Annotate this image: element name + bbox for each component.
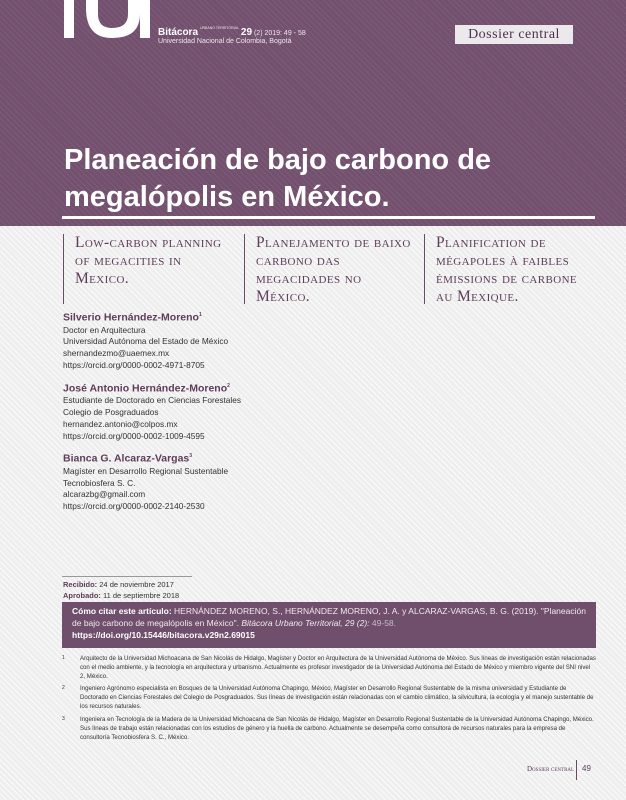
author-degree: Estudiante de Doctorado en Ciencias Forestales xyxy=(63,395,242,406)
author-affiliation: Colegio de Posgraduados xyxy=(63,406,159,417)
author-email[interactable]: alcarazbg@gmail.com xyxy=(63,489,146,500)
author-entry xyxy=(63,450,263,513)
citation-box xyxy=(62,602,596,648)
author-affiliation: Universidad Autónoma del Estado de México xyxy=(63,336,229,347)
section-tab: Dossier central xyxy=(455,25,573,44)
footnote-text: Ingeniera en Tecnología de la Madera de la Universidad Michoacana de San Nicolás de Hidalgo, Magíster en Desarrollo Regional Sustentable de la Universidad Autónoma Chapingo, México. Sus líneas de trabajo están relacionadas con los estudios de género y la huella de carbono. Actualmente se desempeña como consultora de recursos naturales para la empresa de consultoría Tecnobiosfera S. C., México. xyxy=(80,715,594,741)
translated-title-fr xyxy=(424,234,594,306)
journal-label: URBANO TERRITORIAL xyxy=(199,26,239,30)
footnote-text: Ingeniero Agrónomo especialista en Bosques de la Universidad Autónoma Chapingo, México, Magíster en Desarrollo Regional Sustentable de la misma universidad y Estudiante de Doctorado en Ciencias Forestales del Colegio de Posgraduados. Sus líneas de investigación están relacionadas con el cambio climático, la silvicultura, la ecología y el manejo sustentable de los recursos naturales. xyxy=(80,685,594,711)
footnote-number: 2 xyxy=(62,685,65,692)
translation-bar xyxy=(424,234,425,304)
citation-doi[interactable]: https://doi.org/10.15446/bitacora.v29n2.69015 xyxy=(72,629,255,640)
translated-title-text: Planification de mégapoles à faibles émissions de carbone au Mexique. xyxy=(436,234,578,305)
journal-name: Bitácora xyxy=(158,27,199,38)
journal-university: Universidad Nacional de Colombia, Bogotá xyxy=(158,38,292,45)
citation-journal: Bitácora Urbano Territorial, 29 (2): xyxy=(241,617,370,628)
authors-block xyxy=(63,309,263,521)
dates-block xyxy=(63,579,179,601)
title-rule xyxy=(62,216,595,219)
approved-label: Aprobado: xyxy=(63,591,101,600)
translation-bar xyxy=(63,234,64,304)
dates-rule xyxy=(62,576,192,577)
author-affiliation: Tecnobiosfera S. C. xyxy=(63,477,136,488)
author-entry xyxy=(63,309,263,372)
journal-logo xyxy=(62,0,152,44)
footnote-number: 3 xyxy=(62,715,65,722)
received-date: 24 de noviembre 2017 xyxy=(99,580,174,589)
article-title: Planeación de bajo carbono de megalópolis en México. xyxy=(64,144,492,213)
journal-volume: 29 xyxy=(240,27,253,38)
footnote xyxy=(62,715,596,742)
footnote-number: 1 xyxy=(62,655,65,661)
footnote xyxy=(62,654,596,681)
journal-info xyxy=(158,27,306,46)
translated-title-text: Planejamento de baixo carbono das megacidades no México. xyxy=(256,234,411,305)
citation-text: HERNÁNDEZ MORENO, S., HERNÁNDEZ MORENO, J. A. y ALCARAZ-VARGAS, B. G. (2019). "Planeación de bajo carbono de megalópolis en México". xyxy=(72,606,586,628)
citation-label: Cómo citar este artículo: xyxy=(72,606,172,616)
translated-title-pt xyxy=(244,234,414,306)
author-degree: Magíster en Desarrollo Regional Sustentable xyxy=(63,465,229,476)
translation-bar xyxy=(244,234,245,304)
footnote-text: Arquitecto de la Universidad Michoacana de San Nicolás de Hidalgo, Magíster y Doctor en Arquitectura de la Universidad Autónoma de México. Sus líneas de investigación están relacionadas con el medio ambiente, y la tecnología en arquitectura y urbanismo. Actualmente es profesor investigador de la Universidad Autónoma del Estado de México y miembro vigente del SNI nivel 2, México. xyxy=(80,655,596,681)
footnotes xyxy=(62,654,596,745)
author-email[interactable]: hernandez.antonio@colpos.mx xyxy=(63,418,178,429)
footer-divider xyxy=(576,760,577,780)
approved-date: 11 de septiembre 2018 xyxy=(103,591,180,600)
author-name: José Antonio Hernández-Moreno$^2$ xyxy=(63,382,230,395)
citation-pages: 49-58. xyxy=(371,617,397,628)
author-degree: Doctor en Arquitectura xyxy=(63,324,146,335)
author-orcid[interactable]: https://orcid.org/0000-0002-1009-4595 xyxy=(63,430,205,441)
journal-issue: (2) 2019: 49 - 58 xyxy=(253,30,306,37)
translated-title-text: Low-carbon planning of megacities in Mexico. xyxy=(75,234,222,287)
footnote xyxy=(62,684,596,711)
footer-section: Dossier central xyxy=(527,765,575,773)
author-email[interactable]: shernandezmo@uaemex.mx xyxy=(63,348,170,359)
author-entry xyxy=(63,380,263,443)
translated-title-en xyxy=(63,234,233,288)
received-label: Recibido: xyxy=(63,580,98,589)
author-orcid[interactable]: https://orcid.org/0000-0002-2140-2530 xyxy=(63,501,205,512)
author-name: Silverio Hernández-Moreno$^1$ xyxy=(63,311,202,324)
author-orcid[interactable]: https://orcid.org/0000-0002-4971-8705 xyxy=(63,359,205,370)
page-number: 49 xyxy=(582,764,591,773)
author-name: Bianca G. Alcaraz-Vargas$^3$ xyxy=(63,452,193,465)
